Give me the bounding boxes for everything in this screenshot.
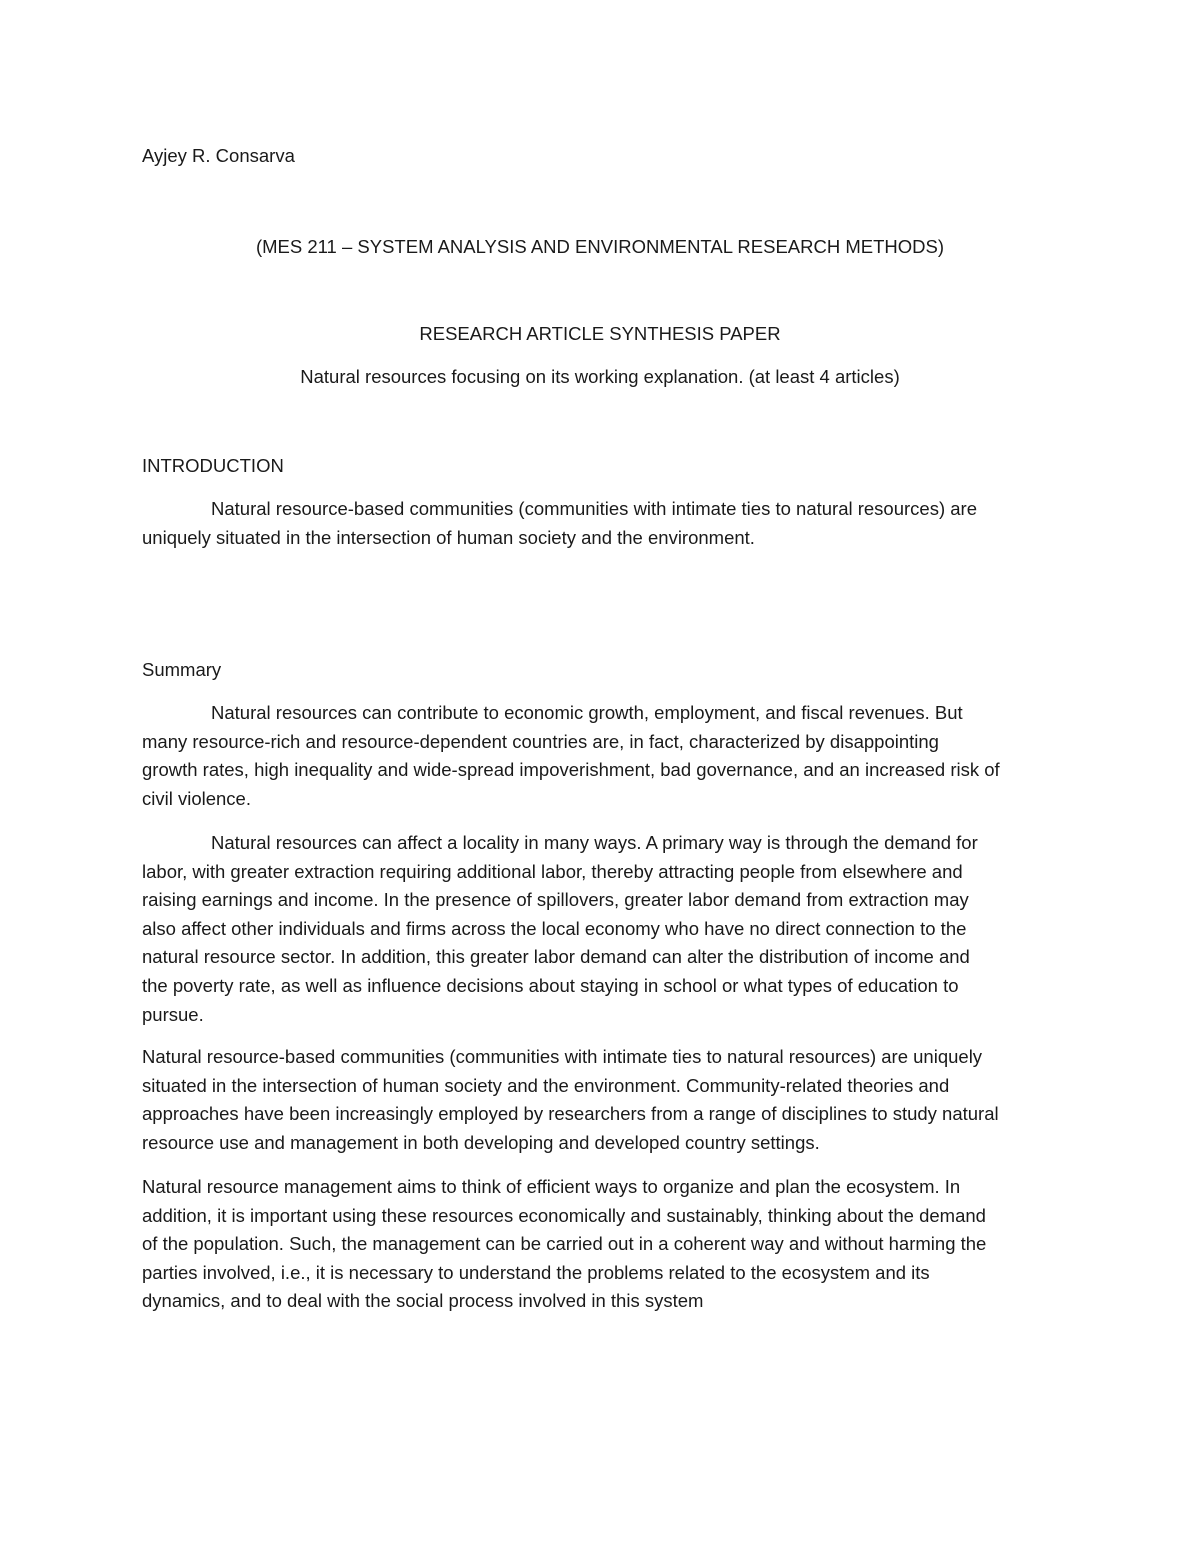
paper-topic: Natural resources focusing on its working explanation. (at least 4 articles)	[300, 366, 900, 387]
paragraph-line: resource use and management in both developing and developed country settings.	[142, 1131, 820, 1153]
paragraph-line: pursue.	[142, 1003, 204, 1025]
summary-paragraph-1	[142, 699, 1072, 813]
paragraph-line: situated in the intersection of human society and the environment. Community-related theories and	[142, 1074, 950, 1096]
paragraph-line: Natural resources can contribute to economic growth, employment, and fiscal revenues. But	[211, 702, 963, 723]
summary-paragraph-2	[142, 829, 1072, 1029]
paragraph-line: of the population. Such, the management can be carried out in a coherent way and without harming the	[142, 1233, 987, 1255]
paragraph-line: natural resource sector. In addition, this greater labor demand can alter the distribution of income and	[142, 946, 970, 968]
paragraph-line: many resource-rich and resource-dependent countries are, in fact, characterized by disappointing	[142, 730, 939, 752]
paragraph-line: Natural resource-based communities (communities with intimate ties to natural resources) are uniquely	[142, 1046, 983, 1067]
introduction-heading: INTRODUCTION	[142, 455, 284, 476]
paragraph-line: labor, with greater extraction requiring additional labor, thereby attracting people from elsewhere and	[142, 860, 963, 882]
paragraph-line: Natural resources can affect a locality in many ways. A primary way is through the demand for	[211, 832, 978, 853]
paragraph-line: growth rates, high inequality and wide-spread impoverishment, bad governance, and an increased risk of	[142, 759, 1000, 781]
paragraph-line: addition, it is important using these resources economically and sustainably, thinking about the demand	[142, 1204, 986, 1226]
paragraph-line: parties involved, i.e., it is necessary to understand the problems related to the ecosystem and its	[142, 1261, 930, 1283]
summary-paragraph-3	[142, 1043, 1072, 1157]
paragraph-line: also affect other individuals and firms across the local economy who have no direct connection to the	[142, 917, 967, 939]
summary-heading: Summary	[142, 659, 222, 680]
paper-type: RESEARCH ARTICLE SYNTHESIS PAPER	[419, 323, 781, 344]
paragraph-line: dynamics, and to deal with the social process involved in this system	[142, 1290, 704, 1312]
paragraph-line: the poverty rate, as well as influence decisions about staying in school or what types of education to	[142, 974, 959, 996]
summary-paragraph-4	[142, 1173, 1072, 1316]
course-title: (MES 211 – SYSTEM ANALYSIS AND ENVIRONMENTAL RESEARCH METHODS)	[255, 236, 945, 257]
author-name: Ayjey R. Consarva	[142, 145, 295, 166]
paragraph-line: raising earnings and income. In the presence of spillovers, greater labor demand from extraction may	[142, 889, 969, 911]
paragraph-line: approaches have been increasingly employed by researchers from a range of disciplines to study natural	[142, 1103, 999, 1125]
introduction-paragraph	[142, 495, 1072, 552]
paragraph-line: uniquely situated in the intersection of human society and the environment.	[142, 526, 755, 548]
paragraph-line: civil violence.	[142, 787, 251, 809]
paragraph-line: Natural resource-based communities (communities with intimate ties to natural resources) are	[211, 498, 977, 519]
paragraph-line: Natural resource management aims to think of efficient ways to organize and plan the ecosystem. In	[142, 1176, 961, 1197]
